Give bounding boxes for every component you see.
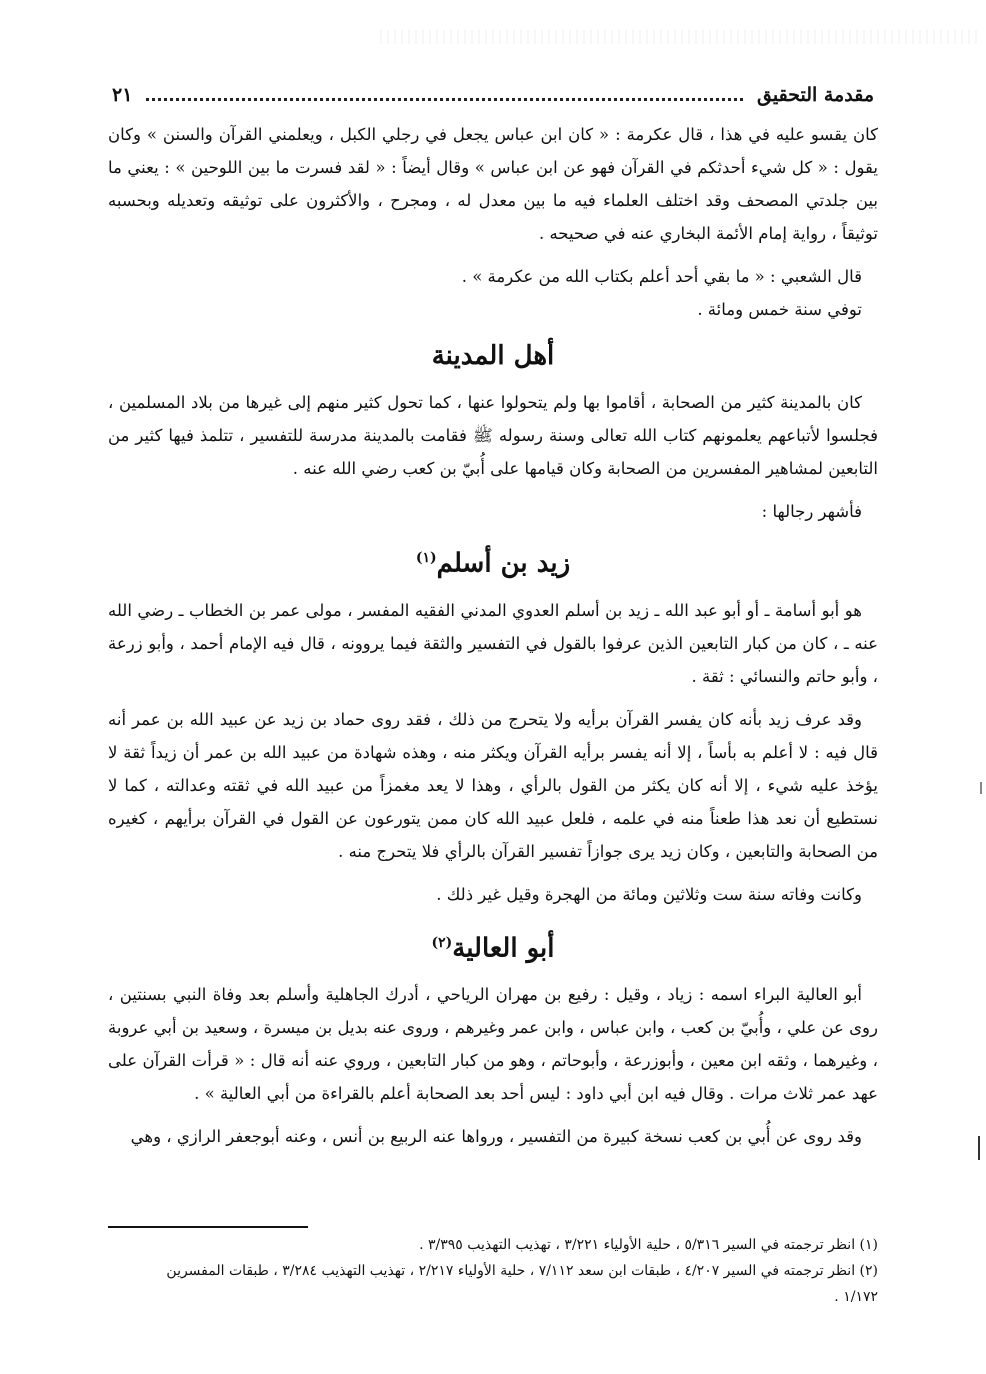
footnote-2-line-2: ١/١٧٢ . — [834, 1289, 878, 1305]
section-heading-ahl-al-madina: أهل المدينة — [431, 341, 555, 371]
scan-noise — [380, 30, 980, 44]
header-leader-dots — [146, 90, 743, 101]
heading-zayd-text: زيد بن أسلم — [436, 548, 571, 579]
footnote-ref-2: (٢) — [431, 934, 453, 951]
footnote-ref-1: (١) — [415, 550, 437, 566]
footnotes — [104, 1232, 878, 1310]
paragraph-shabi-quote: قال الشعبي : « ما بقي أحد أعلم بكتاب الله من عكرمة » . — [461, 267, 862, 286]
header-title: مقدمة التحقيق — [757, 84, 874, 106]
paragraph-zayd-bio: هو أبو أسامة ـ أو أبو عبد الله ـ زيد بن أسلم العدوي المدني الفقيه المفسر ، مولى عمر بن الخطاب ـ رضي الله عنه ـ ، كان من كبار التابعين الذين عرفوا بالقول في التفسير والثقة فيما يروونه ، قال فيه الإمام أحمد ، وأبو زرعة ، وأبو حاتم والنسائي : ثقة . — [108, 600, 878, 686]
paragraph-abu-al-aliya-bio: أبو العالية البراء اسمه : زياد ، وقيل : رفيع بن مهران الرياحي ، أدرك الجاهلية وأسلم بعد وفاة النبي بسنتين ، روى عن علي ، وأُبيّ بن كعب ، وابن عباس ، وابن عمر وغيرهم ، وروى عنه بديل بن ميسرة ، وسعيد بن أبي عروبة ، وغيرهما ، وثقه ابن معين ، وأبوزرعة ، وأبوحاتم ، وهو من كبار التابعين ، وروي عنه أنه قال : « قرأت القرآن على عهد عمر ثلاث مرات . وقال فيه ابن أبي داود : ليس أحد بعد الصحابة أعلم بالقراءة من أبي العالية » . — [108, 985, 878, 1104]
section-heading-abu-al-aliya — [108, 921, 878, 971]
paragraph-ikrima: كان يقسو عليه في هذا ، قال عكرمة : « كان ابن عباس يجعل في رجلي الكبل ، ويعلمني القرآن والسنن » وكان يقول : « كل شيء أحدثكم في القرآن فهو عن ابن عباس » وقال أيضاً : « لقد فسرت ما بين اللوحين » : يعني ما بين جلدتي المصحف وقد اختلف العلماء فيه ما بين معدل له ، ومجرح ، والأكثرون على توثيقه وتعديله وبحسبه توثيقاً ، رواية إمام الأئمة البخاري عنه في صحيحه . — [108, 125, 878, 243]
page-number: ٢١ — [112, 84, 133, 106]
paragraph-zayd-death: وكانت وفاته سنة ست وثلاثين ومائة من الهجرة وقيل غير ذلك . — [436, 884, 862, 904]
paragraph-famous-men: فأشهر رجالها : — [761, 502, 862, 521]
running-header — [112, 78, 874, 112]
footnote-separator — [108, 1226, 308, 1228]
scan-edge-mark-small — [980, 782, 982, 794]
footnote-2-line-1: (٢) انظر ترجمته في السير ٤/٢٠٧ ، طبقات ابن سعد ٧/١١٢ ، حلية الأولياء ٢/٢١٧ ، تهذيب التهذيب ٣/٢٨٤ ، طبقات المفسرين — [166, 1263, 878, 1279]
heading-abu-al-aliya-text: أبو العالية — [452, 933, 555, 964]
scan-edge-mark — [978, 1136, 980, 1160]
paragraph-zayd-opinion: وقد عرف زيد بأنه كان يفسر القرآن برأيه ولا يتحرج من ذلك ، فقد روى حماد بن زيد عن عبيد الله بن عمر أنه قال فيه : لا أعلم به بأساً ، إلا أنه يفسر برأيه القرآن ويكثر منه ، وهذه شهادة من عبيد الله بن عمر أن زيداً ثقة لا يؤخذ عليه شيء ، إلا أنه كان يكثر من القول بالرأي ، وهذا لا يعد مغمزاً من عبيد الله في ثقته وعدالته ، كما لا نستطيع أن نعد هذا طعناً منه في علمه ، فلعل عبيد الله كان ممن يتورعون عن القول في القرآن برأيهم ، كغيره من الصحابة والتابعين ، وكان زيد يرى جوازاً تفسير القرآن بالرأي فلا يتحرج منه . — [108, 709, 878, 861]
paragraph-death-year: توفي سنة خمس ومائة . — [697, 300, 862, 319]
main-text — [108, 118, 878, 1163]
section-heading-zayd — [108, 536, 878, 586]
paragraph-abu-al-aliya-tafsir: وقد روى عن أُبي بن كعب نسخة كبيرة من التفسير ، ورواها عنه الربيع بن أنس ، وعنه أبوجعفر الرازي ، وهي — [130, 1127, 862, 1147]
paragraph-madina-school: كان بالمدينة كثير من الصحابة ، أقاموا بها ولم يتحولوا عنها ، كما تحول كثير منهم إلى غيرها من بلاد المسلمين ، فجلسوا لأتباعهم يعلمونهم كتاب الله تعالى وسنة رسوله ﷺ فقامت بالمدينة مدرسة للتفسير ، تتلمذ فيها كثير من التابعين لمشاهير المفسرين من الصحابة وكان قيامها على أُبيّ بن كعب رضي الله عنه . — [108, 393, 878, 478]
footnote-1: (١) انظر ترجمته في السير ٥/٣١٦ ، حلية الأولياء ٣/٢٢١ ، تهذيب التهذيب ٣/٣٩٥ . — [419, 1237, 878, 1253]
